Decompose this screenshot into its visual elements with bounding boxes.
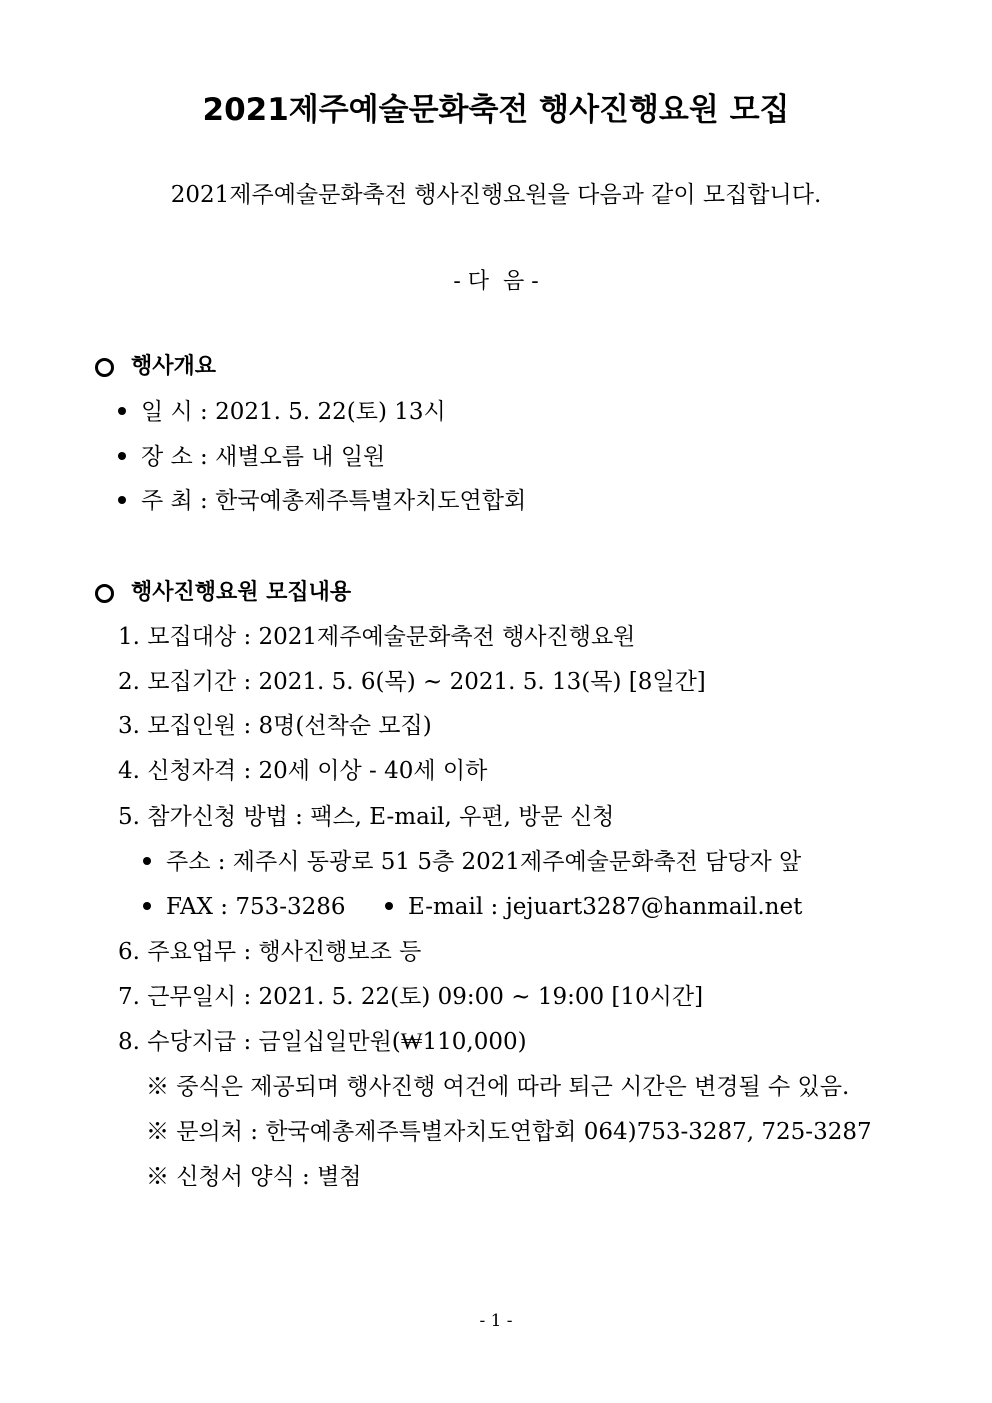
recruit-item-target: 1. 모집대상 : 2021제주예술문화축전 행사진행요원 [118, 624, 636, 650]
section-title: 행사개요 [131, 354, 217, 379]
method-address [143, 845, 801, 879]
section-overview-heading [95, 350, 216, 384]
overview-item-text: 주 최 : 한국예총제주특별자치도연합회 [141, 488, 527, 514]
method-email [385, 890, 802, 924]
note-contact: ※ 문의처 : 한국예총제주특별자치도연합회 064)753-3287, 725-3287 [146, 1119, 872, 1145]
circle-bullet-icon [95, 358, 114, 377]
bullet-dot-icon [118, 496, 126, 504]
recruit-item-qualification: 4. 신청자격 : 20세 이상 - 40세 이하 [118, 758, 488, 784]
page-number: - 1 - [479, 1311, 513, 1331]
bullet-dot-icon [143, 857, 151, 865]
overview-item-place [118, 440, 385, 474]
section-divider: - 다 음 - [453, 269, 539, 294]
address-text: 주소 : 제주시 동광로 51 5층 2021제주예술문화축전 담당자 앞 [166, 849, 802, 875]
fax-text: FAX : 753-3286 [166, 894, 346, 920]
email-text: E-mail : jejuart3287@hanmail.net [408, 894, 803, 920]
section-recruitment-heading [95, 576, 351, 610]
bullet-dot-icon [118, 452, 126, 460]
overview-item-text: 장 소 : 새별오름 내 일원 [141, 444, 386, 470]
bullet-dot-icon [385, 902, 393, 910]
overview-item-host [118, 484, 526, 518]
section-title: 행사진행요원 모집내용 [131, 580, 352, 605]
method-fax [143, 890, 346, 924]
recruit-item-headcount: 3. 모집인원 : 8명(선착순 모집) [118, 713, 432, 739]
recruit-item-method: 5. 참가신청 방법 : 팩스, E-mail, 우편, 방문 신청 [118, 804, 615, 830]
note-lunch: ※ 중식은 제공되며 행사진행 여건에 따라 퇴근 시간은 변경될 수 있음. [146, 1074, 850, 1100]
recruit-item-worktime: 7. 근무일시 : 2021. 5. 22(토) 09:00 ~ 19:00 [10시간] [118, 984, 704, 1010]
document-title: 2021제주예술문화축전 행사진행요원 모집 [202, 92, 790, 128]
note-form: ※ 신청서 양식 : 별첨 [146, 1164, 362, 1190]
intro-text: 2021제주예술문화축전 행사진행요원을 다음과 같이 모집합니다. [170, 182, 822, 208]
recruit-item-pay: 8. 수당지급 : 금일십일만원(₩110,000) [118, 1029, 527, 1055]
recruit-item-duties: 6. 주요업무 : 행사진행보조 등 [118, 939, 422, 965]
bullet-dot-icon [118, 407, 126, 415]
circle-bullet-icon [95, 584, 114, 603]
overview-item-text: 일 시 : 2021. 5. 22(토) 13시 [141, 399, 446, 425]
bullet-dot-icon [143, 902, 151, 910]
recruit-item-period: 2. 모집기간 : 2021. 5. 6(목) ~ 2021. 5. 13(목) [8일간] [118, 669, 706, 695]
overview-item-date [118, 395, 446, 429]
